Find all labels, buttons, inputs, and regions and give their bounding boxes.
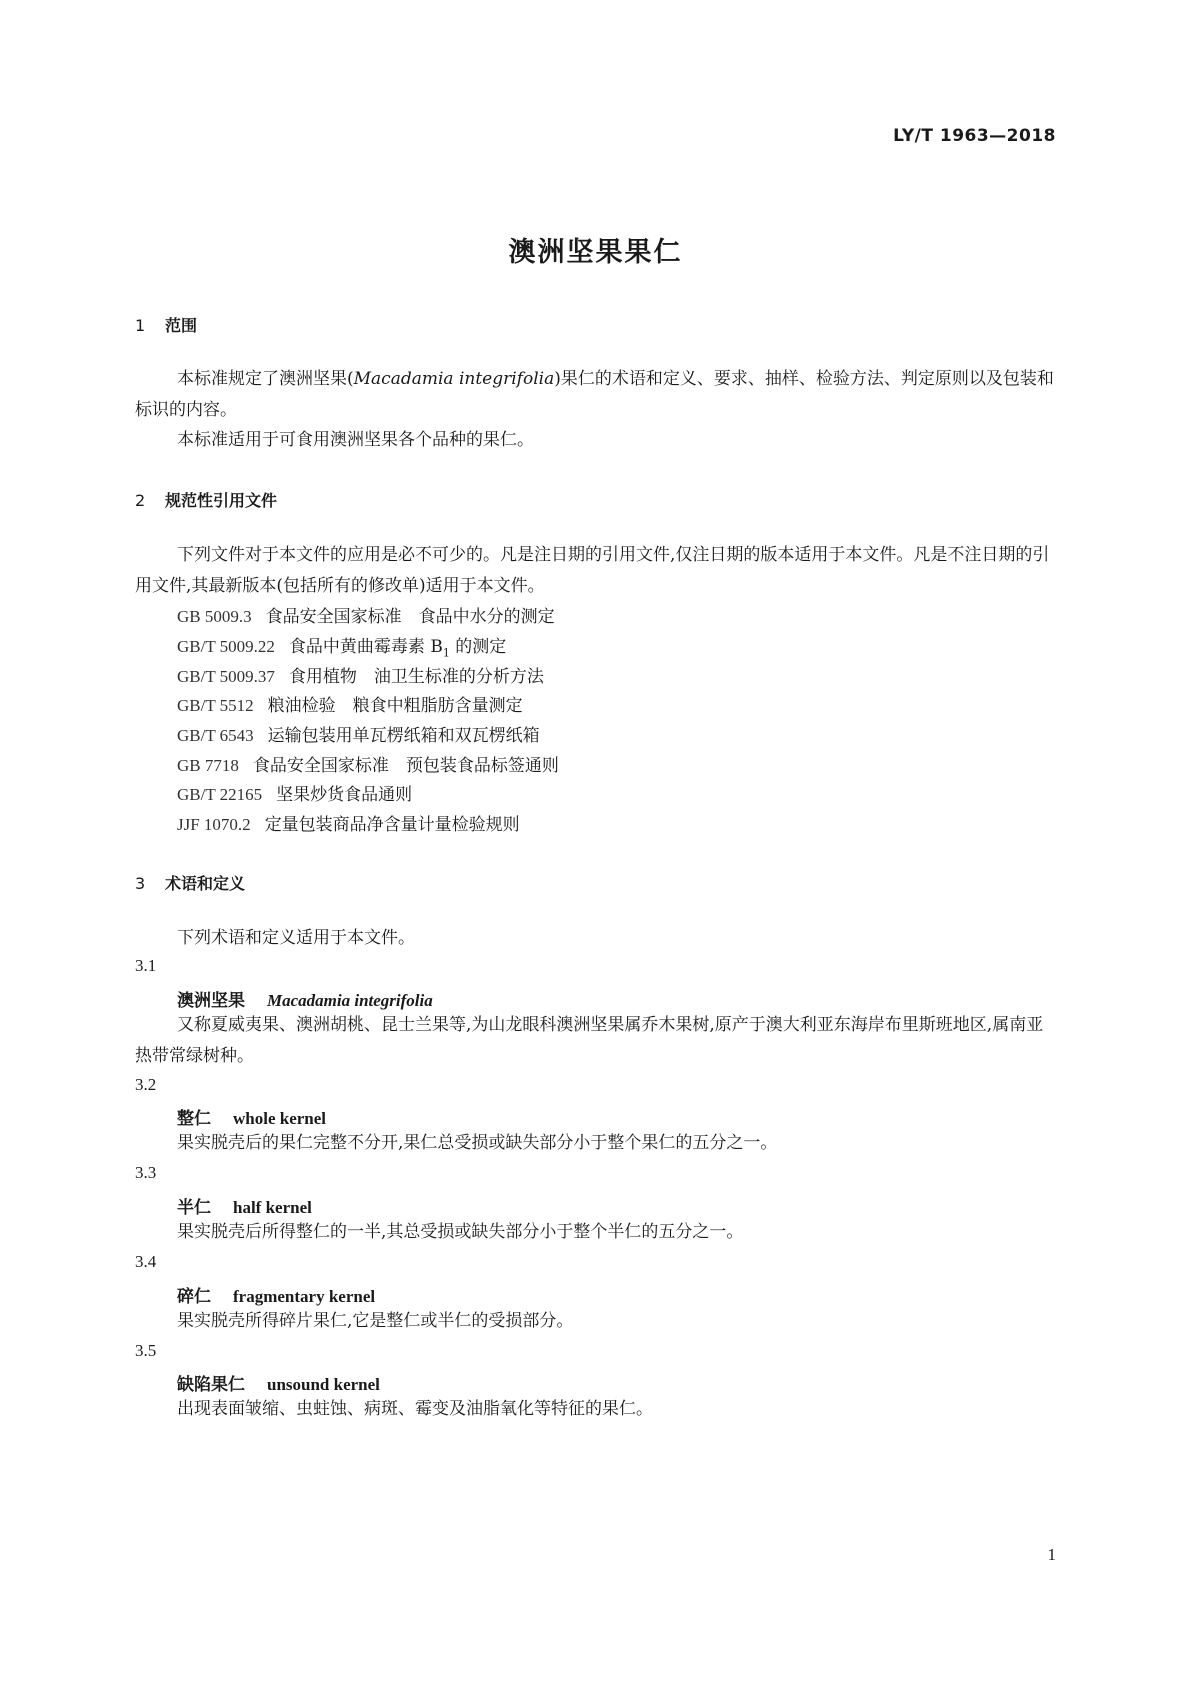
term-heading	[177, 986, 433, 1011]
term-number: 3.3	[135, 1163, 157, 1182]
reference-code: GB/T 5512	[177, 696, 254, 715]
section-number: 1	[135, 316, 146, 335]
references-intro: 下列文件对于本文件的应用是必不可少的。凡是注日期的引用文件,仅注日期的版本适用于本文件。凡是不注日期的引用文件,其最新版本(包括所有的修改单)适用于本文件。	[135, 545, 1050, 596]
page-number: 1	[1047, 1545, 1056, 1564]
scope-text-post: )果仁的术语和定义、要求、抽样、检验方法、判定原则以及包装和标识的内容。	[135, 369, 1054, 420]
term-en: unsound kernel	[267, 1375, 380, 1394]
term-heading	[177, 1193, 312, 1218]
term-zh: 缺陷果仁	[177, 1375, 245, 1395]
reference-code: GB/T 6543	[177, 726, 254, 745]
reference-title: 食品安全国家标准 预包装食品标签通则	[252, 756, 559, 776]
reference-title: 食品安全国家标准 食品中水分的测定	[265, 607, 555, 627]
term-definition: 果实脱壳所得碎片果仁,它是整仁或半仁的受损部分。	[177, 1311, 574, 1331]
term-number: 3.4	[135, 1252, 157, 1271]
reference-item	[177, 662, 544, 687]
reference-item	[177, 780, 412, 805]
reference-title: 定量包装商品净含量计量检验规则	[264, 815, 520, 835]
term-en: Macadamia integrifolia	[267, 991, 433, 1010]
reference-title: 粮油检验 粮食中粗脂肪含量测定	[267, 696, 523, 716]
term-en: fragmentary kernel	[233, 1287, 376, 1306]
term-heading	[177, 1282, 375, 1307]
reference-title: 食用植物 油卫生标准的分析方法	[288, 667, 544, 687]
section-1-heading	[135, 313, 197, 336]
reference-item	[177, 751, 559, 776]
reference-title-end: 的测定	[449, 637, 507, 657]
term-definition: 出现表面皱缩、虫蛀蚀、病斑、霉变及油脂氧化等特征的果仁。	[177, 1399, 653, 1419]
term-definition: 又称夏威夷果、澳洲胡桃、昆士兰果等,为山龙眼科澳洲坚果属乔木果树,原产于澳大利亚东海岸布里斯班地区,属南亚热带常绿树种。	[135, 1015, 1044, 1066]
term-definition: 果实脱壳后所得整仁的一半,其总受损或缺失部分小于整个半仁的五分之一。	[177, 1222, 744, 1242]
section-title: 范围	[165, 316, 198, 335]
reference-title: 食品中黄曲霉毒素 B	[288, 637, 443, 657]
term-zh: 整仁	[177, 1109, 211, 1129]
section-3-heading	[135, 871, 245, 894]
term-number: 3.5	[135, 1341, 157, 1360]
scope-applicability: 本标准适用于可食用澳洲坚果各个品种的果仁。	[177, 430, 534, 450]
terms-intro: 下列术语和定义适用于本文件。	[177, 928, 415, 948]
reference-code: GB/T 5009.37	[177, 667, 275, 686]
term-heading	[177, 1104, 326, 1129]
scope-latin-name: Macadamia integrifolia	[353, 369, 555, 389]
reference-code: GB/T 5009.22	[177, 637, 275, 656]
scope-text-pre: 本标准规定了澳洲坚果(	[177, 369, 354, 389]
reference-item	[177, 691, 523, 716]
reference-item	[177, 810, 520, 835]
term-number: 3.2	[135, 1075, 157, 1094]
standard-code: LY/T 1963—2018	[893, 126, 1056, 146]
reference-item	[177, 721, 540, 746]
reference-code: JJF 1070.2	[177, 815, 251, 834]
section-number: 2	[135, 491, 146, 510]
section-number: 3	[135, 874, 146, 893]
reference-code: GB 5009.3	[177, 607, 252, 626]
reference-item	[177, 602, 555, 627]
term-heading	[177, 1370, 380, 1395]
scope-paragraph	[135, 364, 1057, 426]
term-zh: 澳洲坚果	[177, 991, 245, 1011]
reference-title: 运输包装用单瓦楞纸箱和双瓦楞纸箱	[267, 726, 540, 746]
reference-item	[177, 632, 506, 659]
term-definition: 果实脱壳后的果仁完整不分开,果仁总受损或缺失部分小于整个果仁的五分之一。	[177, 1133, 778, 1153]
reference-title: 坚果炒货食品通则	[276, 785, 413, 805]
term-en: half kernel	[233, 1198, 312, 1217]
term-zh: 碎仁	[177, 1287, 211, 1307]
term-number: 3.1	[135, 956, 157, 975]
reference-code: GB 7718	[177, 756, 239, 775]
reference-subscript: 1	[442, 646, 450, 660]
section-title: 术语和定义	[165, 874, 246, 893]
document-title: 澳洲坚果果仁	[508, 237, 683, 268]
term-zh: 半仁	[177, 1198, 211, 1218]
term-en: whole kernel	[233, 1109, 327, 1128]
reference-code: GB/T 22165	[177, 785, 263, 804]
section-2-heading	[135, 488, 277, 511]
section-title: 规范性引用文件	[165, 491, 278, 510]
